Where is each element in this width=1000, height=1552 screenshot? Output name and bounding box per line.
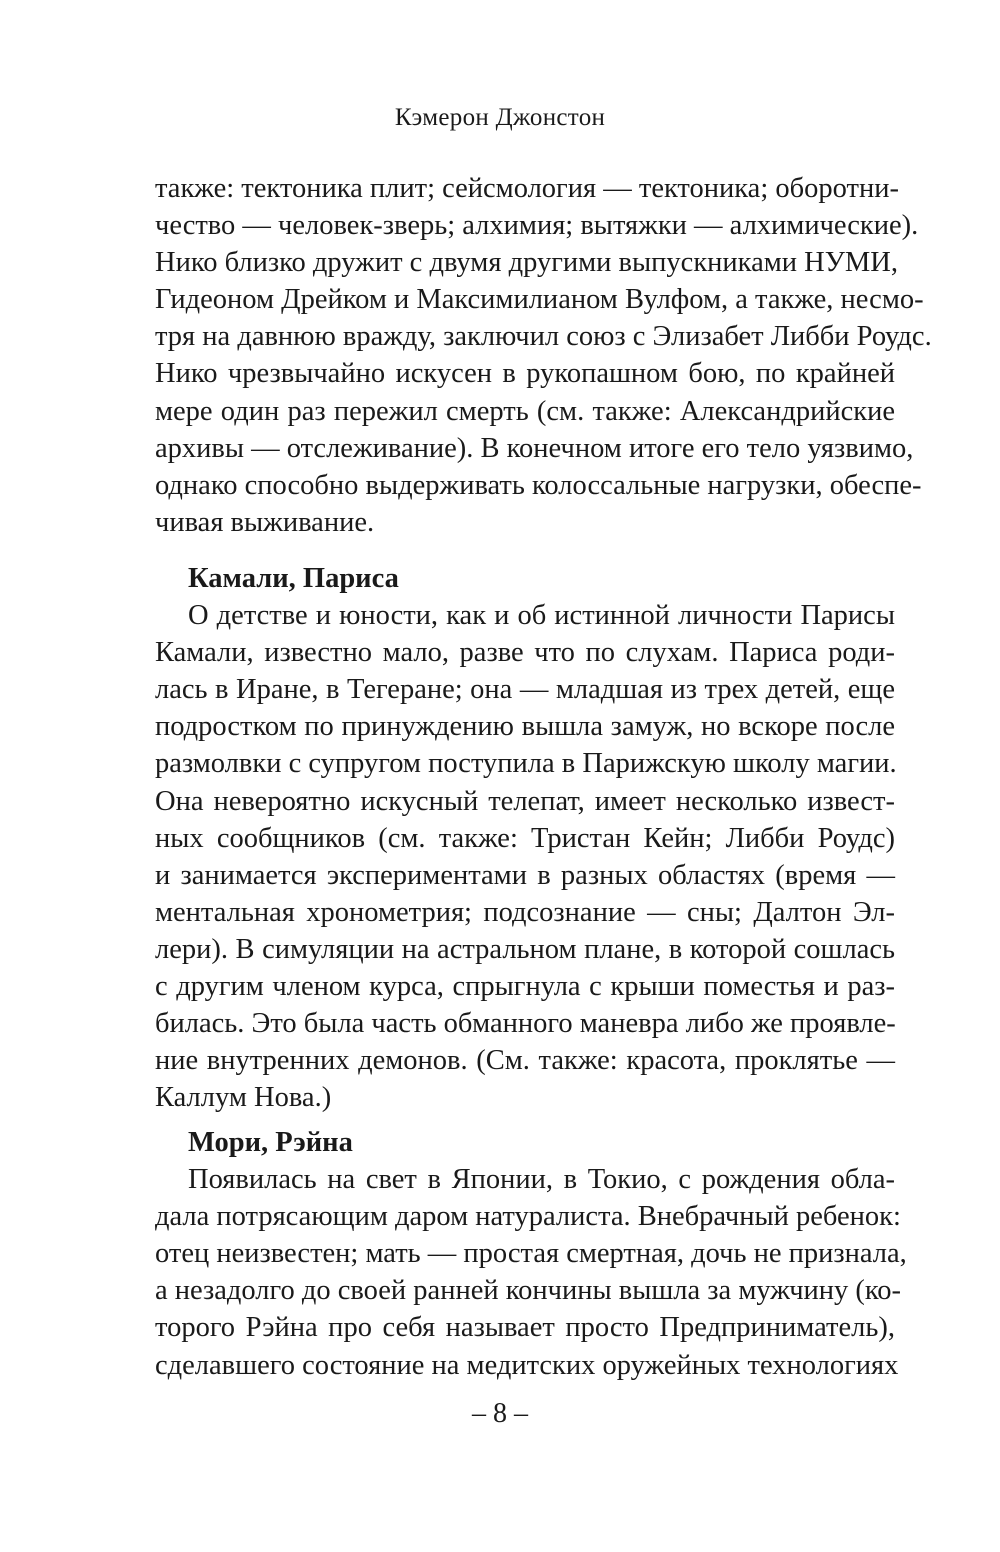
text-line: и занимается экспериментами в разных областях (время — xyxy=(155,859,895,891)
text-line: однако способно выдерживать колоссальные нагрузки, обеспе- xyxy=(155,469,922,501)
running-head: Кэмерон Джонстон xyxy=(394,104,606,131)
text-line: также: тектоника плит; сейсмология — тектоника; оборотни- xyxy=(155,173,899,204)
text-line: ных сообщников (см. также: Тристан Кейн; Либби Роудс) xyxy=(155,822,895,854)
text-line: дала потрясающим даром натуралиста. Внебрачный ребенок: xyxy=(155,1201,901,1233)
entry-mori-reina xyxy=(155,1124,907,1384)
text-line: торого Рэйна про себя называет просто Предприниматель), xyxy=(155,1312,895,1344)
text-line: тря на давнюю вражду, заключил союз с Элизабет Либби Роудс. xyxy=(155,321,932,353)
text-line: архивы — отслеживание). В конечном итоге его тело уязвимо, xyxy=(155,432,914,464)
text-line: а незадолго до своей ранней кончины вышла за мужчину (ко- xyxy=(155,1275,902,1307)
page-number: – 8 – xyxy=(472,1398,528,1429)
text-line: лери). В симуляции на астральном плане, в которой сошлась xyxy=(155,933,895,965)
text-line: лась в Иране, в Тегеране; она — младшая из трех детей, еще xyxy=(155,674,895,706)
text-line: ние внутренних демонов. (См. также: красота, проклятье — xyxy=(155,1045,895,1077)
entry-heading: Камали, Париса xyxy=(188,563,399,594)
text-line: сделавшего состояние на медитских оружейных технологиях xyxy=(155,1349,899,1381)
text-line: чество — человек-зверь; алхимия; вытяжки — алхимические). xyxy=(155,210,919,242)
text-line: Нико чрезвычайно искусен в рукопашном бою, по крайней xyxy=(155,358,895,390)
text-line: Камали, известно мало, разве что по слухам. Париса роди- xyxy=(155,637,895,669)
text-line: мере один раз пережил смерть (см. также: Александрийские xyxy=(155,395,895,427)
text-line: Гидеоном Дрейком и Максимилианом Вулфом, а также, несмо- xyxy=(155,284,924,316)
text-line: чивая выживание. xyxy=(155,506,375,538)
text-line: Появилась на свет в Японии, в Токио, с рождения обла- xyxy=(188,1164,895,1196)
entry-kamali-parisa xyxy=(155,560,895,1116)
text-line: с другим членом курса, спрыгнула с крыши поместья и раз- xyxy=(155,971,895,1003)
text-line: размолвки с супругом поступила в Парижскую школу магии. xyxy=(155,748,897,780)
continuation-paragraph xyxy=(155,170,932,541)
text-line: О детстве и юности, как и об истинной личности Парисы xyxy=(188,600,895,632)
text-line: Она невероятно искусный телепат, имеет несколько извест- xyxy=(155,785,895,817)
text-line: отец неизвестен; мать — простая смертная, дочь не признала, xyxy=(155,1238,907,1270)
text-line: Нико близко дружит с двумя другими выпускниками НУМИ, xyxy=(155,247,898,279)
text-line: билась. Это была часть обманного маневра либо же проявле- xyxy=(155,1008,896,1040)
entry-heading: Мори, Рэйна xyxy=(188,1127,353,1158)
text-line: Каллум Нова.) xyxy=(155,1082,332,1114)
text-line: ментальная хронометрия; подсознание — сны; Далтон Эл- xyxy=(155,896,895,928)
text-line: подростком по принуждению вышла замуж, но вскоре после xyxy=(155,711,895,743)
